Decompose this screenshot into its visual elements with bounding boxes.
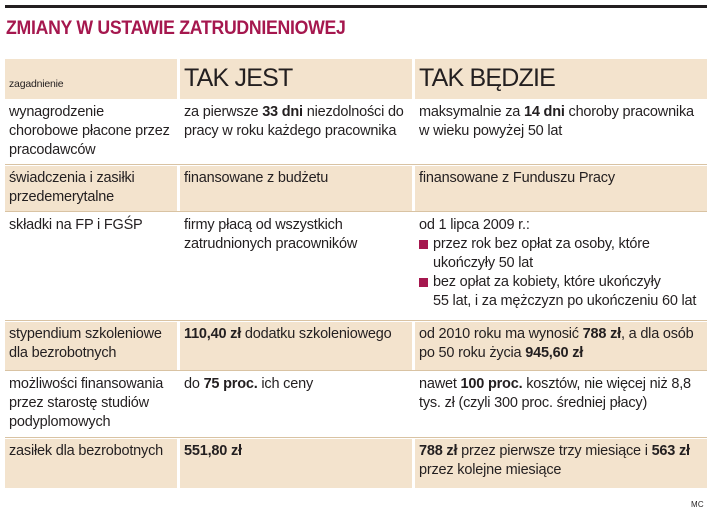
row-topic: możliwości finansowania przez starostę studiów podyplomowych xyxy=(5,372,177,437)
table-row xyxy=(5,321,707,370)
row-now: firmy płacą od wszystkich zatrudnionych pracowników xyxy=(177,213,412,320)
table-row xyxy=(5,371,707,437)
row-future: maksymalnie za 14 dni choroby pracownika w wieku powyżej 50 lat xyxy=(412,100,707,164)
list-item: przez rok bez opłat za osoby, które ukończyły 50 lat xyxy=(419,235,703,273)
row-future: finansowane z Funduszu Pracy xyxy=(412,166,707,211)
page-title: ZMIANY W USTAWIE ZATRUDNIENIOWEJ xyxy=(6,18,346,39)
table-row xyxy=(5,438,707,488)
table-header xyxy=(5,58,707,99)
table-row xyxy=(5,212,707,320)
row-topic: zasiłek dla bezrobotnych xyxy=(5,439,177,488)
list-item-continuation: 55 lat, i za mężczyzn po ukończeniu 60 lat xyxy=(433,293,697,309)
row-now: 551,80 zł xyxy=(177,439,412,488)
row-now: do 75 proc. ich ceny xyxy=(177,372,412,437)
author-credit: MC xyxy=(690,500,704,509)
table-row xyxy=(5,165,707,211)
row-future xyxy=(412,213,707,320)
table-row xyxy=(5,99,707,164)
row-future: od 2010 roku ma wynosić 788 zł, a dla osób po 50 roku życia 945,60 zł xyxy=(412,322,707,370)
header-now: TAK JEST xyxy=(177,59,412,99)
row-topic: świadczenia i zasiłki przedemerytalne xyxy=(5,166,177,211)
future-intro: od 1 lipca 2009 r.: xyxy=(419,217,530,233)
header-future: TAK BĘDZIE xyxy=(412,59,707,99)
comparison-table xyxy=(5,58,707,488)
header-topic: zagadnienie xyxy=(5,59,177,99)
row-topic: składki na FP i FGŚP xyxy=(5,213,177,320)
row-future: nawet 100 proc. kosztów, nie więcej niż 8,8 tys. zł (czyli 300 proc. średniej płacy) xyxy=(412,372,707,437)
row-topic: stypendium szkoleniowe dla bezrobotnych xyxy=(5,322,177,370)
bullet-square-icon xyxy=(419,278,428,287)
top-rule xyxy=(5,5,707,8)
bullet-square-icon xyxy=(419,240,428,249)
row-now: za pierwsze 33 dni niezdolności do pracy w roku każdego pracownika xyxy=(177,100,412,164)
row-future: 788 zł przez pierwsze trzy miesiące i 563 zł przez kolejne miesiące xyxy=(412,439,707,488)
row-now: 110,40 zł dodatku szkoleniowego xyxy=(177,322,412,370)
list-item: bez opłat za kobiety, które ukończyły xyxy=(419,273,703,292)
row-now: finansowane z budżetu xyxy=(177,166,412,211)
row-topic: wynagrodzenie chorobowe płacone przez pracodawców xyxy=(5,100,177,164)
